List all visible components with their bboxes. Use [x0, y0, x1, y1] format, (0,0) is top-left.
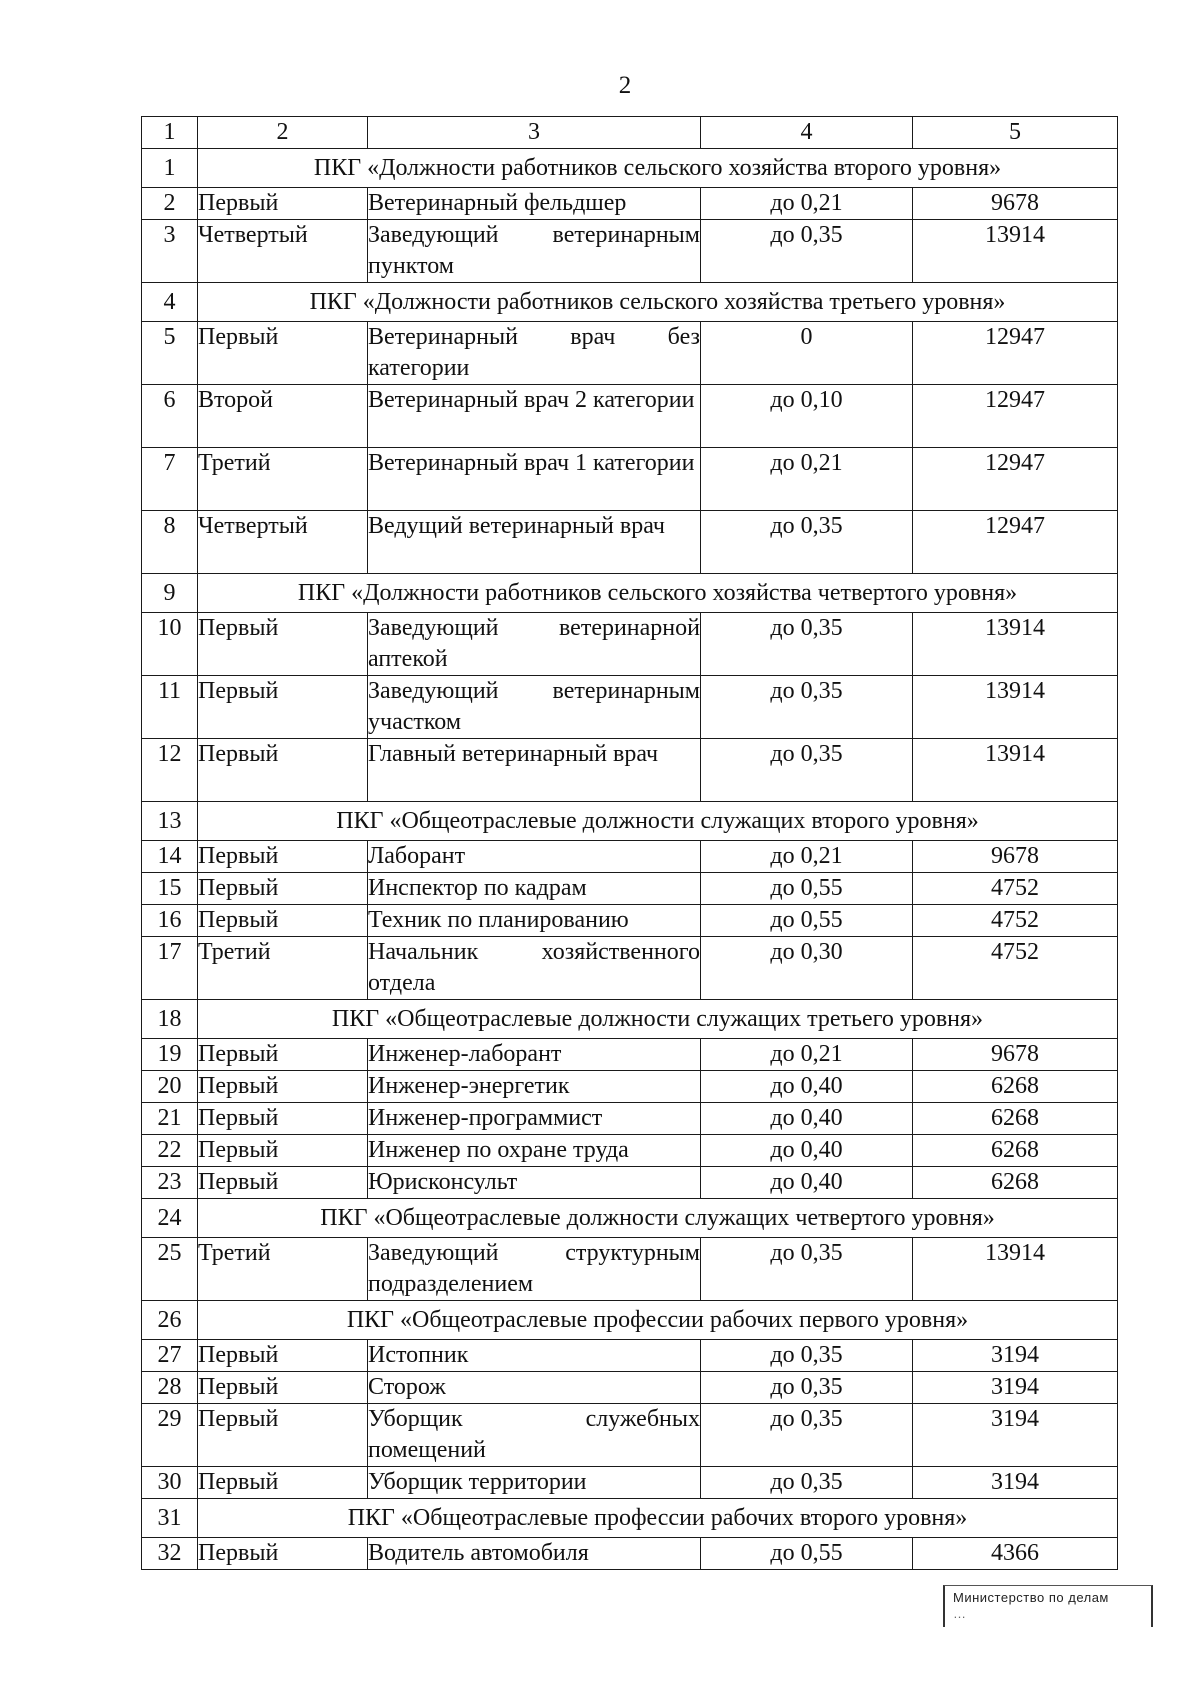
- position-name: Начальник хозяйственного отдела: [368, 937, 701, 1000]
- qualification-level: Первый: [198, 905, 368, 937]
- qualification-level: Первый: [198, 841, 368, 873]
- header-col-4: 4: [701, 117, 913, 149]
- coefficient: до 0,40: [701, 1103, 913, 1135]
- row-number: 17: [142, 937, 198, 1000]
- table-row: [142, 1238, 1118, 1301]
- header-col-2: 2: [198, 117, 368, 149]
- table-row: [142, 188, 1118, 220]
- salary: 6268: [913, 1135, 1118, 1167]
- position-name: Техник по планированию: [368, 905, 701, 937]
- salary: 9678: [913, 841, 1118, 873]
- salary: 3194: [913, 1340, 1118, 1372]
- coefficient: до 0,55: [701, 873, 913, 905]
- position-name: Заведующий структурным подразделением: [368, 1238, 701, 1301]
- position-name: Уборщик территории: [368, 1467, 701, 1499]
- row-number: 30: [142, 1467, 198, 1499]
- position-name: Заведующий ветеринарной аптекой: [368, 613, 701, 676]
- qualification-level: Первый: [198, 613, 368, 676]
- salary: 13914: [913, 676, 1118, 739]
- table-row: [142, 1167, 1118, 1199]
- table-row: [142, 448, 1118, 511]
- ministry-stamp: [943, 1585, 1153, 1627]
- table-row: [142, 1071, 1118, 1103]
- row-number: 15: [142, 873, 198, 905]
- position-salary-table: [141, 116, 1118, 1570]
- position-name: Заведующий ветеринарным участком: [368, 676, 701, 739]
- group-title: ПКГ «Должности работников сельского хозяйства третьего уровня»: [198, 283, 1118, 322]
- header-col-5: 5: [913, 117, 1118, 149]
- table-row: [142, 385, 1118, 448]
- group-title: ПКГ «Общеотраслевые должности служащих третьего уровня»: [198, 1000, 1118, 1039]
- salary: 6268: [913, 1167, 1118, 1199]
- qualification-level: Первый: [198, 1404, 368, 1467]
- table-row: [142, 676, 1118, 739]
- row-number: 4: [142, 283, 198, 322]
- qualification-level: Первый: [198, 1103, 368, 1135]
- table-row: [142, 841, 1118, 873]
- table-row: [142, 1404, 1118, 1467]
- group-title: ПКГ «Общеотраслевые профессии рабочих второго уровня»: [198, 1499, 1118, 1538]
- qualification-level: Первый: [198, 1071, 368, 1103]
- qualification-level: Первый: [198, 1167, 368, 1199]
- table-row: [142, 905, 1118, 937]
- row-number: 6: [142, 385, 198, 448]
- position-name: Инженер по охране труда: [368, 1135, 701, 1167]
- stamp-text: Министерство по делам: [953, 1590, 1109, 1605]
- qualification-level: Третий: [198, 448, 368, 511]
- coefficient: до 0,35: [701, 1372, 913, 1404]
- salary: 12947: [913, 322, 1118, 385]
- coefficient: до 0,40: [701, 1071, 913, 1103]
- table-row: [142, 1372, 1118, 1404]
- salary: 12947: [913, 385, 1118, 448]
- group-row: [142, 1301, 1118, 1340]
- table-header-row: [142, 117, 1118, 149]
- position-name: Инженер-энергетик: [368, 1071, 701, 1103]
- salary: 9678: [913, 188, 1118, 220]
- coefficient: до 0,21: [701, 841, 913, 873]
- qualification-level: Первый: [198, 873, 368, 905]
- row-number: 13: [142, 802, 198, 841]
- salary: 12947: [913, 448, 1118, 511]
- coefficient: до 0,40: [701, 1167, 913, 1199]
- position-name: Инженер-лаборант: [368, 1039, 701, 1071]
- position-name: Инспектор по кадрам: [368, 873, 701, 905]
- row-number: 20: [142, 1071, 198, 1103]
- coefficient: до 0,21: [701, 188, 913, 220]
- position-name: Инженер-программист: [368, 1103, 701, 1135]
- coefficient: до 0,21: [701, 1039, 913, 1071]
- position-name: Заведующий ветеринарным пунктом: [368, 220, 701, 283]
- table-row: [142, 613, 1118, 676]
- coefficient: до 0,35: [701, 220, 913, 283]
- table-row: [142, 1135, 1118, 1167]
- row-number: 1: [142, 149, 198, 188]
- position-name: Сторож: [368, 1372, 701, 1404]
- coefficient: до 0,55: [701, 905, 913, 937]
- salary: 4366: [913, 1538, 1118, 1570]
- qualification-level: Третий: [198, 1238, 368, 1301]
- position-name: Ветеринарный врач 1 категории: [368, 448, 701, 511]
- salary: 4752: [913, 905, 1118, 937]
- table-row: [142, 1103, 1118, 1135]
- position-name: Ветеринарный врач 2 категории: [368, 385, 701, 448]
- position-name: Ветеринарный врач без категории: [368, 322, 701, 385]
- row-number: 27: [142, 1340, 198, 1372]
- qualification-level: Четвертый: [198, 511, 368, 574]
- row-number: 23: [142, 1167, 198, 1199]
- coefficient: до 0,40: [701, 1135, 913, 1167]
- row-number: 26: [142, 1301, 198, 1340]
- row-number: 9: [142, 574, 198, 613]
- coefficient: до 0,35: [701, 1404, 913, 1467]
- salary: 13914: [913, 739, 1118, 802]
- salary: 3194: [913, 1404, 1118, 1467]
- row-number: 18: [142, 1000, 198, 1039]
- coefficient: до 0,35: [701, 1238, 913, 1301]
- group-row: [142, 1499, 1118, 1538]
- table-row: [142, 1039, 1118, 1071]
- position-name: Главный ветеринарный врач: [368, 739, 701, 802]
- row-number: 19: [142, 1039, 198, 1071]
- row-number: 8: [142, 511, 198, 574]
- group-title: ПКГ «Должности работников сельского хозяйства второго уровня»: [198, 149, 1118, 188]
- qualification-level: Первый: [198, 739, 368, 802]
- table-row: [142, 937, 1118, 1000]
- salary: 3194: [913, 1467, 1118, 1499]
- salary: 13914: [913, 220, 1118, 283]
- coefficient: до 0,10: [701, 385, 913, 448]
- group-title: ПКГ «Должности работников сельского хозяйства четвертого уровня»: [198, 574, 1118, 613]
- group-title: ПКГ «Общеотраслевые должности служащих второго уровня»: [198, 802, 1118, 841]
- table-row: [142, 1467, 1118, 1499]
- group-title: ПКГ «Общеотраслевые профессии рабочих первого уровня»: [198, 1301, 1118, 1340]
- qualification-level: Первый: [198, 676, 368, 739]
- coefficient: до 0,35: [701, 1467, 913, 1499]
- table-row: [142, 1340, 1118, 1372]
- qualification-level: Первый: [198, 1039, 368, 1071]
- coefficient: до 0,55: [701, 1538, 913, 1570]
- group-row: [142, 1000, 1118, 1039]
- salary: 13914: [913, 613, 1118, 676]
- row-number: 32: [142, 1538, 198, 1570]
- qualification-level: Первый: [198, 1372, 368, 1404]
- position-name: Уборщик служебных помещений: [368, 1404, 701, 1467]
- table-row: [142, 1538, 1118, 1570]
- row-number: 12: [142, 739, 198, 802]
- salary: 6268: [913, 1071, 1118, 1103]
- table-row: [142, 511, 1118, 574]
- row-number: 10: [142, 613, 198, 676]
- group-row: [142, 149, 1118, 188]
- position-name: Ведущий ветеринарный врач: [368, 511, 701, 574]
- row-number: 29: [142, 1404, 198, 1467]
- qualification-level: Первый: [198, 1340, 368, 1372]
- salary: 12947: [913, 511, 1118, 574]
- qualification-level: Первый: [198, 1135, 368, 1167]
- coefficient: до 0,35: [701, 739, 913, 802]
- table-row: [142, 873, 1118, 905]
- row-number: 16: [142, 905, 198, 937]
- position-name: Лаборант: [368, 841, 701, 873]
- page-number: 2: [618, 72, 632, 99]
- salary: 9678: [913, 1039, 1118, 1071]
- stamp-faded-text: …: [953, 1606, 967, 1621]
- row-number: 14: [142, 841, 198, 873]
- position-name: Юрисконсульт: [368, 1167, 701, 1199]
- header-col-3: 3: [368, 117, 701, 149]
- row-number: 21: [142, 1103, 198, 1135]
- group-row: [142, 1199, 1118, 1238]
- coefficient: 0: [701, 322, 913, 385]
- qualification-level: Первый: [198, 322, 368, 385]
- group-row: [142, 802, 1118, 841]
- qualification-level: Первый: [198, 1538, 368, 1570]
- coefficient: до 0,21: [701, 448, 913, 511]
- position-name: Истопник: [368, 1340, 701, 1372]
- salary: 6268: [913, 1103, 1118, 1135]
- row-number: 24: [142, 1199, 198, 1238]
- salary: 13914: [913, 1238, 1118, 1301]
- qualification-level: Первый: [198, 188, 368, 220]
- table-row: [142, 322, 1118, 385]
- table-row: [142, 220, 1118, 283]
- position-name: Ветеринарный фельдшер: [368, 188, 701, 220]
- header-col-1: 1: [142, 117, 198, 149]
- salary: 4752: [913, 873, 1118, 905]
- salary: 3194: [913, 1372, 1118, 1404]
- position-name: Водитель автомобиля: [368, 1538, 701, 1570]
- group-title: ПКГ «Общеотраслевые должности служащих четвертого уровня»: [198, 1199, 1118, 1238]
- coefficient: до 0,35: [701, 676, 913, 739]
- group-row: [142, 574, 1118, 613]
- row-number: 7: [142, 448, 198, 511]
- table-row: [142, 739, 1118, 802]
- coefficient: до 0,35: [701, 613, 913, 676]
- row-number: 5: [142, 322, 198, 385]
- salary: 4752: [913, 937, 1118, 1000]
- row-number: 2: [142, 188, 198, 220]
- row-number: 31: [142, 1499, 198, 1538]
- row-number: 22: [142, 1135, 198, 1167]
- row-number: 11: [142, 676, 198, 739]
- row-number: 28: [142, 1372, 198, 1404]
- qualification-level: Первый: [198, 1467, 368, 1499]
- qualification-level: Второй: [198, 385, 368, 448]
- qualification-level: Четвертый: [198, 220, 368, 283]
- row-number: 3: [142, 220, 198, 283]
- coefficient: до 0,35: [701, 1340, 913, 1372]
- coefficient: до 0,35: [701, 511, 913, 574]
- qualification-level: Третий: [198, 937, 368, 1000]
- coefficient: до 0,30: [701, 937, 913, 1000]
- row-number: 25: [142, 1238, 198, 1301]
- group-row: [142, 283, 1118, 322]
